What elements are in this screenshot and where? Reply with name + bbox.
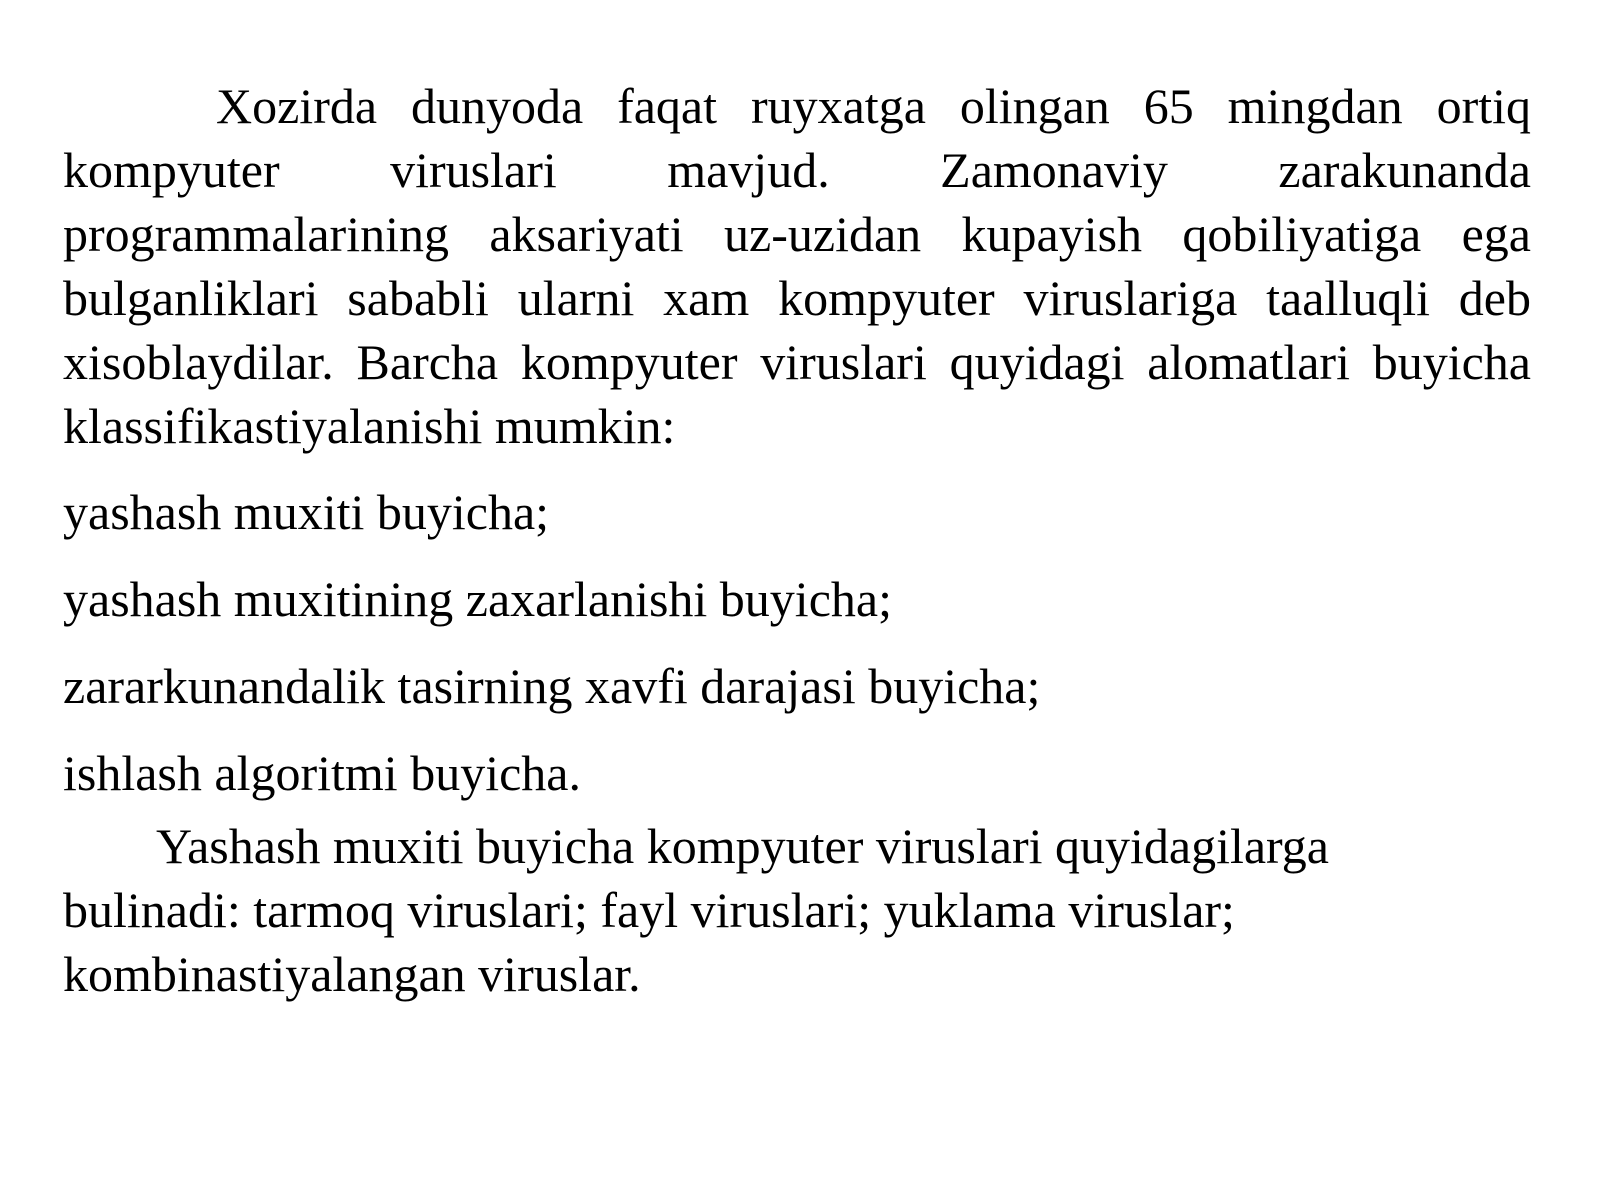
closing-paragraph: Yashash muxiti buyicha kompyuter viruslari quyidagilarga bulinadi: tarmoq viruslari; fayl viruslari; yuklama viruslar; kombinastiyalangan viruslar. [63,818,1329,1002]
text-body [63,74,1531,1006]
criterion-item: yashash muxiti buyicha; [63,484,550,540]
criterion-item: ishlash algoritmi buyicha. [63,745,581,801]
intro-paragraph: Xozirda dunyoda faqat ruyxatga olingan 65 mingdan ortiq kompyuter viruslari mavjud. Zamonaviy zarakunanda programmalarining aksariyati uz-uzidan kupayish qobiliyatiga ega bulganliklari sababli ularni xam kompyuter viruslariga taalluqli deb xisoblaydilar. Barcha kompyuter viruslari quyidagi alomatlari buyicha klassifikastiyalanishi mumkin: [63,78,1531,454]
criterion-item: zararkunandalik tasirning xavfi darajasi buyicha; [63,658,1041,714]
criterion-item: yashash muxitining zaxarlanishi buyicha; [63,571,892,627]
